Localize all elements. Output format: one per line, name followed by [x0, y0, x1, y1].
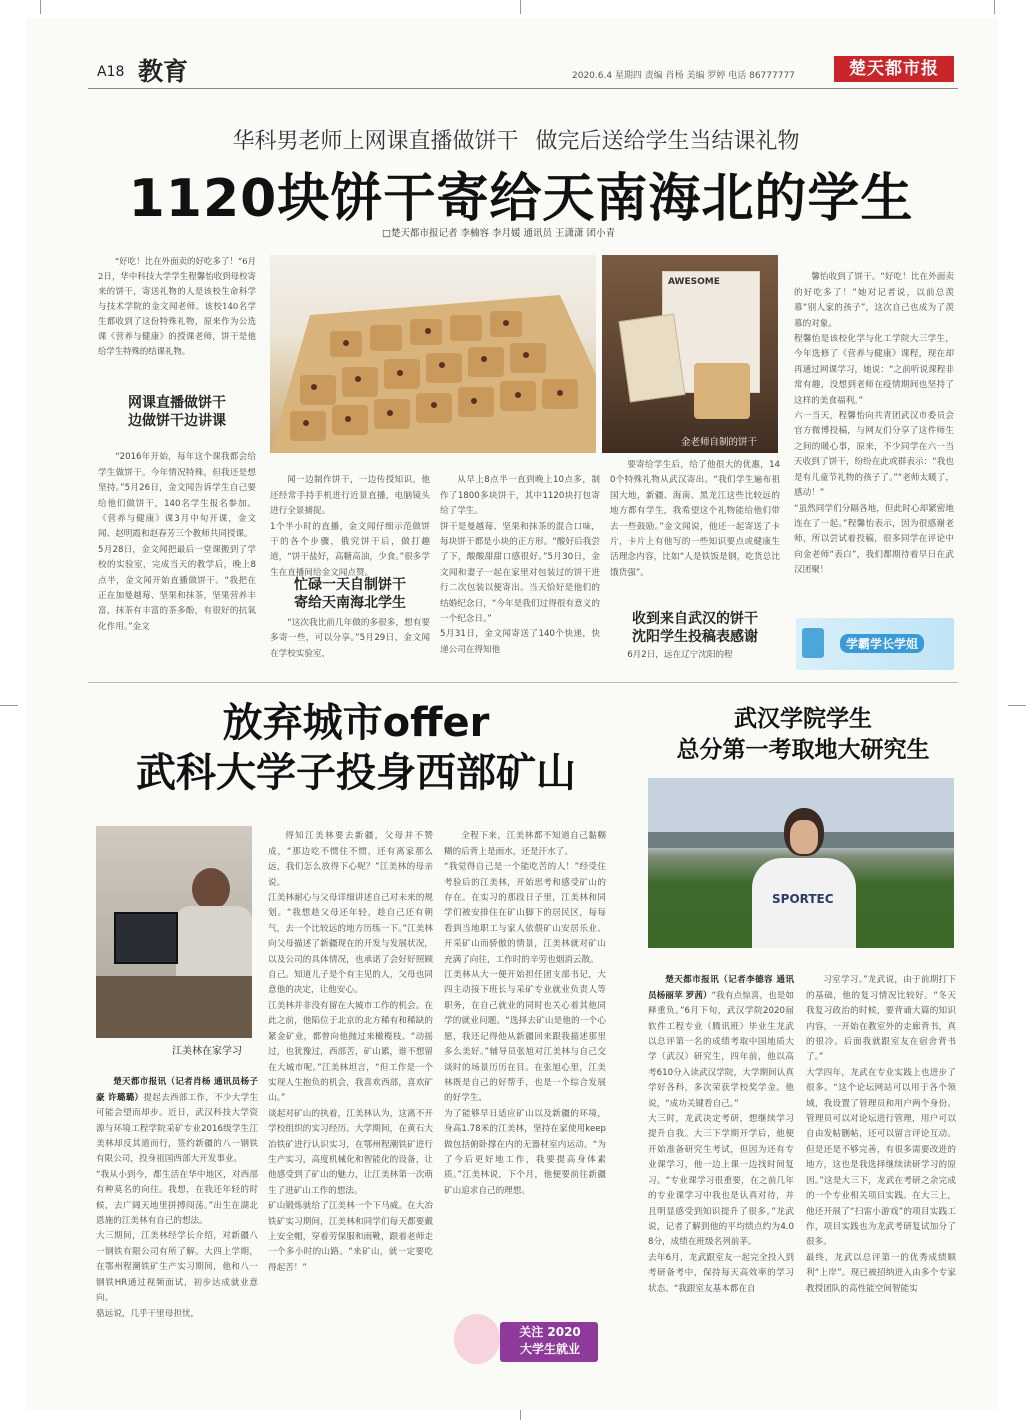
laptop	[114, 912, 178, 964]
story1-kicker: 华科男老师上网课直播做饼干 做完后送给学生当结课礼物	[232, 129, 800, 154]
crop-mark	[0, 705, 18, 706]
promo-illustration	[454, 1314, 500, 1364]
header-rule	[88, 88, 958, 89]
story1-headline: 1120块饼干寄给天南海北的学生	[128, 169, 914, 229]
section-divider	[88, 682, 958, 683]
graduate-portrait-photo	[648, 778, 954, 948]
story2-column-1: 楚天都市报讯（记者肖杨 通讯员杨子豪 许璐璐）提起去西部工作，不少大学生可能会望而却步。近日，武汉科技大学资源与环境工程学院采矿专业2016级学生江美林却反其道而行，签约新疆的八一钢铁有限公司，投身祖国西部大开发事业。 “我从小到今，都生活在华中地区，对西部有种莫名的向往。我想，在我还年轻的时候，去广阔天地里拼搏闯荡。”出生在湖北恩施的江美林有自己的想法。 大三期间，江美林经学长介绍，对新疆八一钢铁有限公司有所了解。大四上学期，在鄂州程潮铁矿生产实习期间，他和八一钢铁HR通过视频面试，初步达成就业意向。 骆远说，几乎干里母担忧，	[96, 1077, 258, 1319]
desk	[96, 976, 252, 1038]
story2-headline: 放弃城市offer 武科大学子投身西部矿山	[136, 700, 576, 796]
person-head	[192, 868, 230, 910]
story1-column-5: 馨怡收到了饼干。“好吃！比在外面卖的好吃多了！”她对记者说，以前总羡慕“别人家的孩子”，这次自己也成为了羡慕的对象。 程馨怡是该校化学与化工学院大三学生，今年选修了《营养与健康》课程，现在却再通过网课学习，她说：“之前听说课程非常有趣，没想到老师在疫情期间也坚持了这样的美食福利。” 六一当天，程馨怡向共青团武汉市委员会官方微博投稿，与网友们分享了这件师生之间的暖心事，原来，不少同学在六一当天收到了饼干，纷纷在此或群表示：“我也是有儿童节礼物的孩子了。”“老师太暖了，感动！” “虽然同学们分隔各地，但此时心却紧密地连在了一起。”程馨怡表示，因为很感谢老师，所以尝试着投稿，很多同学在评论中向金老师“表白”，我们都期待着早日在武汉团聚！	[794, 272, 954, 576]
page-number: A18	[97, 64, 125, 80]
story2-column-2: 得知江美林要去新疆，父母并不赞成，“那边吃不惯住不惯，还有离家那么远，我们怎么放得下心呢？”江美林的母亲说。 江美林耐心与父母详细讲述自己对未来的规划。“我想趁父母还年轻，趁自己还有朝气，去一个比较远的地方历练一下。”江美林向父母描述了新疆现在的开发与发展状况，以及公司的具体情况，也承诺了会好好照顾自己。知道儿子是个有主见的人，父母也同意他的决定，让他安心。 江美林并非没有留在大城市工作的机会。在此之前，他陷位于北京的北方稀有和稀缺的紧金矿业，都曾向他抛过来橄榄枝。“动摇过，也犹豫过，西部苦，矿山累，谁不想留在大城市呢。”江美林坦言，“但工作是一个实现人生抱负的机会，我喜欢西部，喜欢矿山。” 谈起对矿山的执着，江美林认为，这离不开学校组织的实习经历。大学期间，在黄石大冶铁矿进行认识实习，在鄂州程潮铁矿进行生产实习，高度机械化和智能化的设备，让他感受到了矿山的魅力，让江美林第一次萌生了进矿山工作的想法。 矿山锻炼就给了江美林一个下马威。在大冶铁矿实习期间，江美林和同学们每天都要戴上安全帽，穿着劳保服和雨靴，跟着老师走一个多小时的山路。“来矿山，就一定要吃得起苦！”	[268, 831, 433, 1273]
story1-column-4b: 6月2日，远在辽宁沈阳的程	[627, 650, 733, 660]
story1-column-1: “2016年开始，每年这个课我都会给学生做饼干。今年情况特殊，但我还是想坚持。”5月26日，金文闻告诉学生自己要给他们做饼干，140名学生报名参加。《营养与健康》课3月中旬开课，金文闻、赵明霞和赵春芳三个教师共同授课。 5月28日，金文闻把最后一堂课搬到了学校的实验室，完成当天的教学后，晚上8点半，金文闻开始直播做饼干。“我把在正在加曼越莓、坚果和抹茶，坚果营养丰富，抹茶有丰富的茶多酚，有很好的抗氧化作用。”金文	[98, 452, 256, 632]
story1-column-2b: “这次我比前几年做的多很多，想有要多寄一些，可以分享。”5月29日，金文闻在学校实验室，	[270, 618, 430, 659]
cookies-photo-caption: 金老师自制的饼干	[681, 437, 758, 448]
story2-byline: 楚天都市报讯（记者肖杨 通讯员杨子豪 许璐璐）	[96, 1077, 258, 1103]
crop-mark	[994, 0, 995, 14]
story1-column-2: 闻一边制作饼干，一边传授知识，他还经常手持手机进行近景直播，电脑镜头进行全景捕捉。 1个半小时的直播，金文闻仔细示范做饼干的各个步骤，俄究饼干后，做打趣道，“饼干盐好，高糖高油，少食。”很多学生在直播间给金文闻点赞。	[270, 475, 430, 578]
cookies-illustration	[270, 255, 596, 453]
cookies-photo	[270, 255, 596, 453]
newspaper-page	[26, 18, 998, 1410]
masthead-logo: 楚天都市报	[834, 56, 954, 82]
story1-lede: “好吃！比在外面卖的好吃多了！”6月2日，华中科技大学学生程馨怡收到母校寄来的饼干，寄送礼物的人是该校生命科学与技术学院的金文闻老师。该校140名学生都收到了这份特殊礼物，原来作为公选课《营养与健康》的授课老师，饼干是他给学生特殊的结课礼物。	[98, 256, 256, 356]
crop-mark	[1008, 705, 1026, 706]
crop-mark	[40, 0, 41, 14]
person-face	[790, 820, 818, 854]
story1-column-4: 要寄给学生后，给了他很大的优惠，140个特殊礼物从武汉寄出。“我们学生遍布祖国大地，新疆、海南、黑龙江这些比较远的地方都有学生，我希望这个礼物能给他们带去一些鼓励。”金文闻说，他还一起寄送了卡片，卡片上有他写的一些知识要点或健康生活理念内容，比如“人是铁饭是钢，吃货总比饿货强”。	[610, 460, 780, 578]
employment-promo	[452, 1312, 602, 1370]
crop-mark	[520, 0, 521, 14]
cookie-pack	[619, 314, 686, 403]
story3-byline: 楚天都市报讯（记者李德容 通讯员杨丽苹 罗茜）	[648, 975, 794, 1001]
story1-subhead-2: 忙碌一天自制饼干 寄给天南海北学生	[294, 577, 406, 611]
story3-headline: 武汉学院学生 总分第一考取地大研究生	[676, 706, 930, 763]
story3-column-1: 楚天都市报讯（记者李德容 通讯员杨丽苹 罗茜）“我有点惊喜，也是如释重负。”6月下旬，武汉学院2020届软件工程专业（腾讯班）毕业生龙武以总评第一名的成绩考取中国地质大学（武汉）研究生，四年前，他以高考610分入读武汉学院，大学期间认真学好各科，多次荣获学校奖学金。他说，“成功关键看自己。” 大三时，龙武决定考研，想继续学习提升自我。大三下学期开学后，他便开始准备研究生考试，但因为还有专业课学习，他一边上课一边找时间复习。“专业课学习很重要，在之前几年的专业课学习中我也是认真对待，并且明显感受到知识提升了很多。”龙武说，记者了解到他的平均绩点约为4.08分，成绩在班级名列前茅。 去年6月，龙武跟室友一起完全投入到考研备考中，保持每天高效率的学习状态。“我跟室友基本都在自	[648, 975, 795, 1294]
story2-column-3: 全程下来，江美林都不知道自己黏糊糊的后背上是雨水，还是汗水了。 “我觉得自己是一个能吃苦的人！”经受住考验后的江美林，开始思考和感受矿山的存在。在实习的那段日子里，江美林和同学们被安排住在矿山脚下的居民区，每每看到当地职工与家人依偎矿山安居乐业、开采矿山而骄傲的情景，江美林就对矿山充满了向往，工作时的辛劳也烟消云散。 江美林从大一便开始担任团支部书记，大四主动接下班长与采矿专业就业负责人等职务，在自己就业的同时也关心着其他同学的就业问题。“选择去矿山是他的一个心愿，我还记得他从新疆回来跟我描述那里多么美好。”辅导员张旭对江美林与自己交谈时的场景历历在目。在张旭心里，江美林既是自己的好帮手，也是一个综合发展的好学生。 为了能够早日适应矿山以及新疆的环境，身高1.78米的江美林，坚持在家使用keep做包括俯卧撑在内的无器材室内运动。“为了今后更好地工作，我要提高身体素质。”江美林说，下个月，他便要前往新疆矿山追求自己的理想。	[444, 831, 606, 1196]
story1-byline: □楚天都市报记者 李楠容 李月媛 通讯员 王潇潇 团小青	[382, 228, 616, 239]
study-banner	[796, 618, 954, 670]
section-title: 教育	[138, 57, 189, 86]
story1-column-3: 从早上8点半一直到晚上10点多，制作了1800多块饼干，其中1120块打包寄给了学生。 饼干是曼越莓、坚果和抹茶的混合口味，每块饼干都是小块的正方形。“酸好后我尝了下，酸酸甜甜口感很好。”5月30日，金文闻和妻子一起在家里对包装过的饼干进行二次包装以便寄出。当天恰好是他们的结婚纪念日，“今年是我们过得很有意义的一个纪念日。” 5月31日，金文闻寄送了140个快递，快递公司在得知他	[440, 475, 600, 655]
shirt-print: SPORTEC	[772, 892, 834, 906]
cookie-pack	[694, 363, 750, 419]
header-meta: 2020.6.4 星期四 责编 肖杨 美编 罗婷 电话 86777777	[572, 71, 795, 81]
gift-box-label: AWESOME	[668, 277, 720, 287]
story1-subhead-1: 网课直播做饼干 边做饼干边讲课	[128, 395, 226, 429]
story3-column-2: 习室学习。”龙武说，由于前期打下的基础，他的复习情况比较好。“冬天我复习政治的时候，要背诵大篇的知识内容，一开始在教室外的走廊背书，真的很冷。后面我就跟室友在宿舍背书了。” 大学四年，龙武在专业实践上也进步了很多。“这个论坛网站可以用于各个领域，我设置了管理员和用户两个身份。管理员可以对论坛进行管理，用户可以自由发帖删帖，还可以留言评论互动。但是还是不够完善，有很多需要改进的地方，这也是我选择继续读研学习的原因。”这是大三下，龙武在考研之余完成的一个专业相关项目实践。在大三上，他还开展了“扫雷小游戏”的项目实践工作，项目实践也为龙武考研复试加分了很多。 最终，龙武以总评第一的优秀成绩顺利“上岸”。现已被招纳进入由多个专家教授团队的高性能空间智能实	[806, 975, 956, 1294]
gift-box-photo	[602, 255, 778, 453]
banner-icon	[802, 628, 824, 658]
story2-photo-caption: 江美林在家学习	[172, 1046, 242, 1057]
banner-text: 学霸学长学姐	[840, 634, 924, 653]
student-at-laptop-photo	[96, 826, 252, 1038]
promo-text: 关注 2020 大学生就业	[519, 1325, 581, 1356]
story1-subhead-3: 收到来自武汉的饼干 沈阳学生投稿表感谢	[632, 611, 758, 645]
